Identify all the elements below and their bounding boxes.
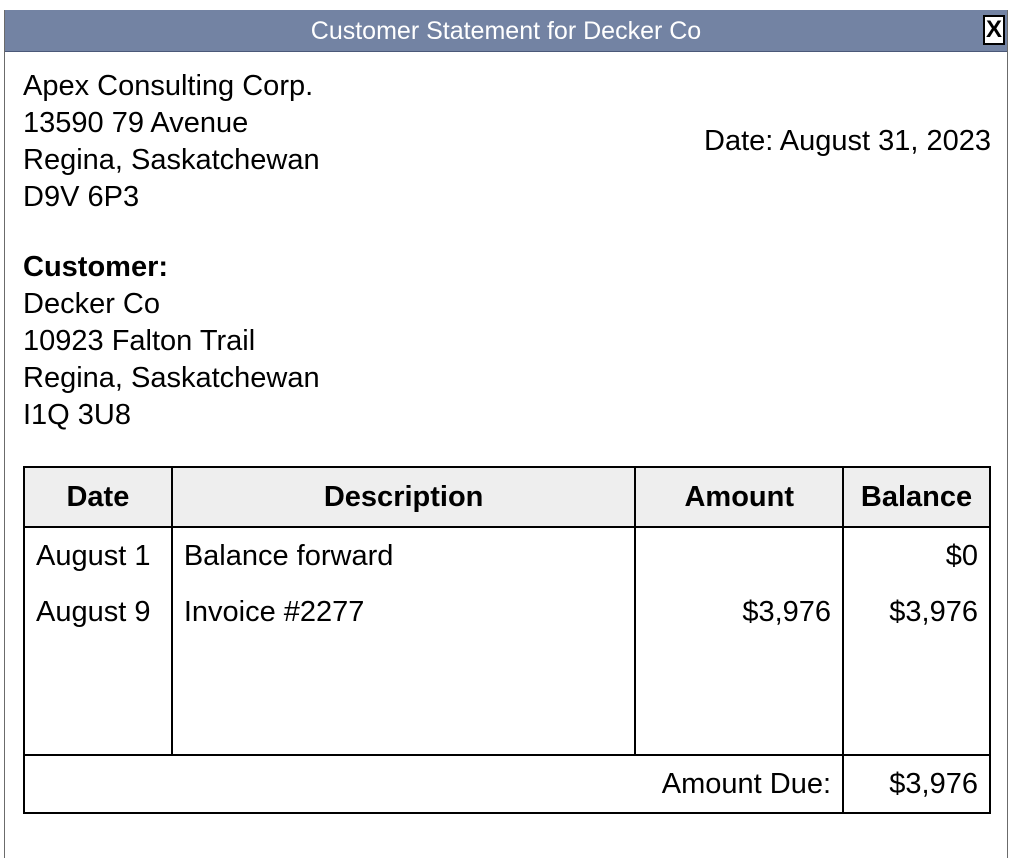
statement-date: Date: August 31, 2023 xyxy=(704,125,991,157)
row-amount: $3,976 xyxy=(635,584,843,641)
amount-due-row xyxy=(24,755,990,813)
row-date: August 9 xyxy=(24,584,172,641)
company-name: Apex Consulting Corp. xyxy=(23,70,314,102)
row-date: August 1 xyxy=(24,527,172,584)
customer-name: Decker Co xyxy=(23,288,160,320)
company-street: 13590 79 Avenue xyxy=(23,107,249,139)
statement-window xyxy=(4,10,1008,858)
row-balance: $0 xyxy=(843,527,990,584)
amount-due-label: Amount Due: xyxy=(24,755,843,813)
close-button[interactable]: X xyxy=(983,15,1005,45)
statement-table xyxy=(23,466,991,814)
header-balance: Balance xyxy=(843,467,990,527)
title-bar xyxy=(5,10,1007,52)
table-row xyxy=(24,584,990,641)
header-description: Description xyxy=(172,467,636,527)
header-amount: Amount xyxy=(635,467,843,527)
company-postal: D9V 6P3 xyxy=(23,181,140,213)
row-amount xyxy=(635,527,843,584)
company-city: Regina, Saskatchewan xyxy=(23,144,320,176)
header-date: Date xyxy=(24,467,172,527)
amount-due-value: $3,976 xyxy=(843,755,990,813)
table-header-row xyxy=(24,467,990,527)
customer-address xyxy=(23,249,320,434)
customer-city: Regina, Saskatchewan xyxy=(23,362,320,394)
table-row xyxy=(24,527,990,584)
company-address xyxy=(23,68,320,216)
table-filler-row xyxy=(24,641,990,755)
customer-heading: Customer: xyxy=(23,251,169,283)
window-title: Customer Statement for Decker Co xyxy=(310,17,702,45)
row-description: Balance forward xyxy=(172,527,636,584)
customer-postal: I1Q 3U8 xyxy=(23,399,131,431)
customer-street: 10923 Falton Trail xyxy=(23,325,256,357)
row-description: Invoice #2277 xyxy=(172,584,636,641)
row-balance: $3,976 xyxy=(843,584,990,641)
